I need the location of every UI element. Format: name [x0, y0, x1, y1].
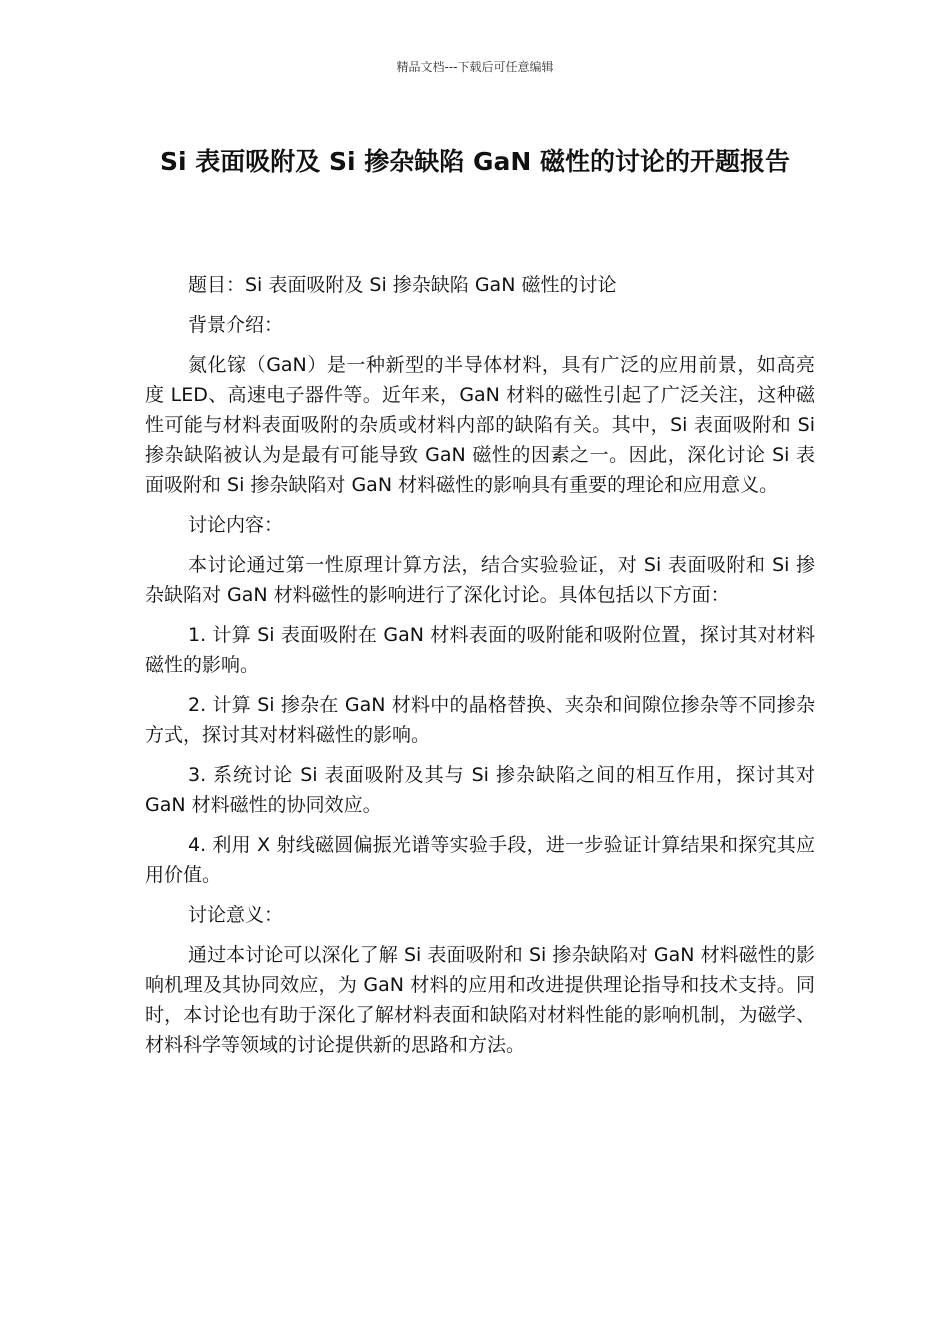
content-item-2: 2. 计算 Si 掺杂在 GaN 材料中的晶格替换、夹杂和间隙位掺杂等不同掺杂方式，探讨其对材料磁性的影响。 — [145, 694, 815, 746]
topic-line: 题目：Si 表面吸附及 Si 掺杂缺陷 GaN 磁性的讨论 — [188, 274, 617, 296]
significance-paragraph: 通过本讨论可以深化了解 Si 表面吸附和 Si 掺杂缺陷对 GaN 材料磁性的影响机理及其协同效应，为 GaN 材料的应用和改进提供理论指导和技术支持。同时，本讨论也有助于深化了解材料表面和缺陷对材料性能的影响机制，为磁学、材料科学等领域的讨论提供新的思路和方法。 — [145, 944, 815, 1056]
content-item-3: 3. 系统讨论 Si 表面吸附及其与 Si 掺杂缺陷之间的相互作用，探讨其对 GaN 材料磁性的协同效应。 — [145, 764, 815, 816]
section-heading-background: 背景介绍： — [188, 314, 284, 336]
content-intro-paragraph: 本讨论通过第一性原理计算方法，结合实验验证，对 Si 表面吸附和 Si 掺杂缺陷对 GaN 材料磁性的影响进行了深化讨论。具体包括以下方面： — [145, 554, 815, 606]
section-heading-significance: 讨论意义： — [188, 904, 284, 926]
content-item-1: 1. 计算 Si 表面吸附在 GaN 材料表面的吸附能和吸附位置，探讨其对材料磁性的影响。 — [145, 624, 815, 676]
document-body — [145, 270, 815, 1070]
document-title: Si 表面吸附及 Si 掺杂缺陷 GaN 磁性的讨论的开题报告 — [160, 147, 790, 176]
section-heading-content: 讨论内容： — [188, 514, 284, 536]
page-header-note: 精品文档---下载后可任意编辑 — [396, 60, 554, 74]
content-item-4: 4. 利用 X 射线磁圆偏振光谱等实验手段，进一步验证计算结果和探究其应用价值。 — [145, 834, 815, 886]
background-paragraph: 氮化镓（GaN）是一种新型的半导体材料，具有广泛的应用前景，如高亮度 LED、高速电子器件等。近年来，GaN 材料的磁性引起了广泛关注，这种磁性可能与材料表面吸附的杂质或材料内部的缺陷有关。其中，Si 表面吸附和 Si 掺杂缺陷被认为是最有可能导致 GaN 磁性的因素之一。因此，深化讨论 Si 表面吸附和 Si 掺杂缺陷对 GaN 材料磁性的影响具有重要的理论和应用意义。 — [145, 354, 815, 496]
